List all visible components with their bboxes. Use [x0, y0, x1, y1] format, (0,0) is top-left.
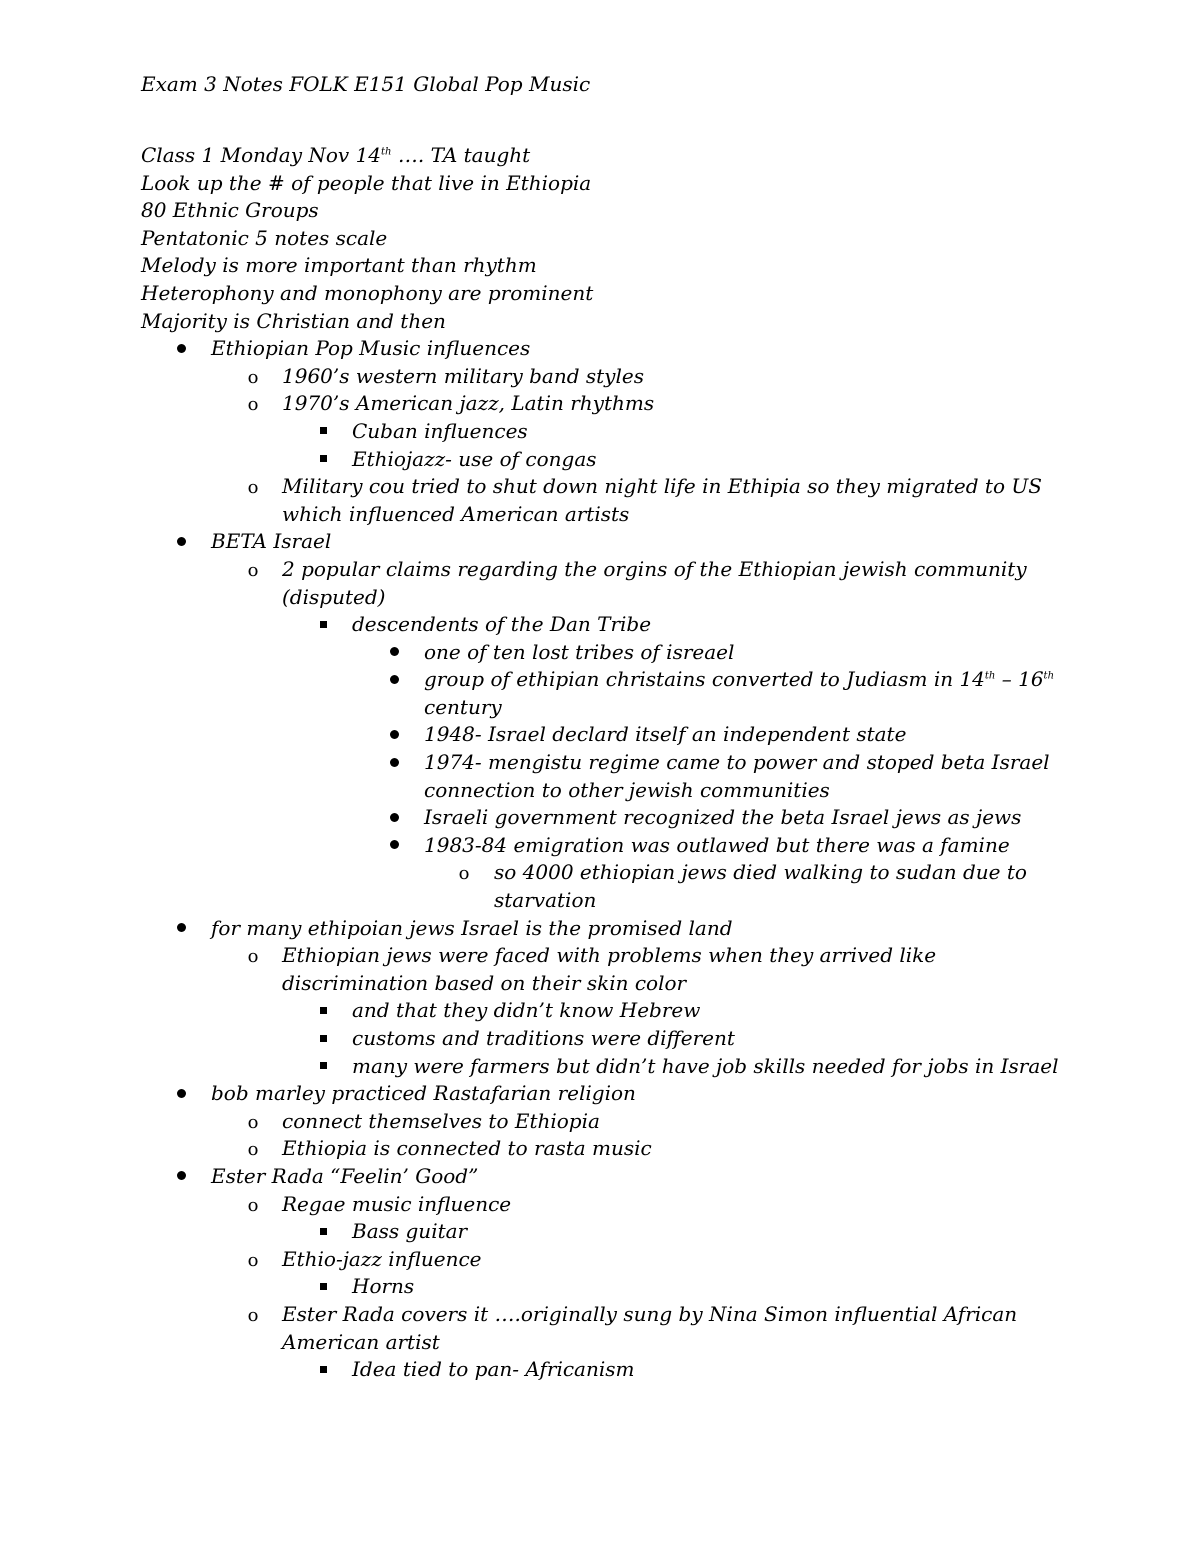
list-item: one of ten lost tribes of isreael	[141, 639, 1141, 667]
intro-line: 80 Ethnic Groups	[141, 198, 319, 223]
bullet-circle-icon: o	[247, 1249, 259, 1271]
bullet-dot-icon	[173, 915, 189, 943]
bullet-circle-icon: o	[247, 1304, 259, 1326]
bullet-circle-icon: o	[247, 366, 259, 388]
list-item: o connect themselves to Ethiopia	[141, 1108, 1141, 1136]
bullet-dot-icon	[173, 1080, 189, 1108]
bullet-circle-icon: o	[247, 477, 259, 499]
list-item: Bass guitar	[141, 1218, 1141, 1246]
bullet-circle-icon: o	[458, 863, 470, 885]
list-item: o Military cou tried to shut down night life in Ethipia so they migrated to US which influenced American artists	[141, 473, 1141, 528]
list-item: BETA Israel	[141, 528, 1141, 556]
bullet-square-icon	[315, 997, 331, 1025]
bullet-circle-icon: o	[247, 1111, 259, 1133]
list-item: descendents of the Dan Tribe	[141, 611, 1141, 639]
bullet-square-icon	[315, 446, 331, 474]
list-item: Ethiojazz- use of congas	[141, 446, 1141, 474]
list-item: o 2 popular claims regarding the orgins of the Ethiopian jewish community (disputed)	[141, 556, 1141, 611]
intro-line: Heterophony and monophony are prominent	[141, 280, 594, 305]
class-line-suffix: …. TA taught	[391, 143, 531, 167]
list-item: 1948- Israel declard itself an independent state	[141, 721, 1141, 749]
class-line-superscript: th	[381, 146, 392, 158]
list-item: Israeli government recognized the beta Israel jews as jews	[141, 804, 1141, 832]
bullet-square-icon	[315, 1025, 331, 1053]
list-item: Horns	[141, 1273, 1141, 1301]
bullet-dot-icon	[386, 832, 402, 860]
list-item: bob marley practiced Rastafarian religion	[141, 1080, 1141, 1108]
bullet-circle-icon: o	[247, 559, 259, 581]
list-item: o Ethiopian jews were faced with problems when they arrived like discrimination based on their skin color	[141, 942, 1141, 997]
bullet-dot-icon	[386, 721, 402, 749]
bullet-dot-icon	[386, 639, 402, 667]
list-item: customs and traditions were different	[141, 1025, 1141, 1053]
bullet-square-icon	[315, 1053, 331, 1081]
list-item: for many ethipoian jews Israel is the promised land	[141, 915, 1141, 943]
intro-line: Melody is more important than rhythm	[141, 253, 537, 278]
class-line	[141, 142, 1141, 170]
bullet-square-icon	[315, 1218, 331, 1246]
list-item: Ester Rada “Feelin’ Good”	[141, 1163, 1141, 1191]
notes-body	[141, 142, 1141, 1384]
class-line-text: Class 1 Monday Nov 14	[141, 143, 382, 167]
list-item: many were farmers but didn’t have job skills needed for jobs in Israel	[141, 1053, 1141, 1081]
bullet-square-icon	[315, 418, 331, 446]
bullet-circle-icon: o	[247, 946, 259, 968]
list-item: and that they didn’t know Hebrew	[141, 997, 1141, 1025]
bullet-square-icon	[315, 1356, 331, 1384]
bullet-dot-icon	[173, 528, 189, 556]
list-item: 1974- mengistu regime came to power and stoped beta Israel connection to other jewish communities	[141, 749, 1141, 804]
list-item: Idea tied to pan- Africanism	[141, 1356, 1141, 1384]
list-item: o Ethiopia is connected to rasta music	[141, 1135, 1141, 1163]
bullet-dot-icon	[173, 1163, 189, 1191]
list-item: o Ethio-jazz influence	[141, 1246, 1141, 1274]
bullet-square-icon	[315, 611, 331, 639]
bullet-square-icon	[315, 1273, 331, 1301]
list-item: 1983-84 emigration was outlawed but there was a famine	[141, 832, 1141, 860]
bullet-dot-icon	[386, 749, 402, 777]
bullet-dot-icon	[386, 804, 402, 832]
list-item: Ethiopian Pop Music influences	[141, 335, 1141, 363]
list-item: o 1970’s American jazz, Latin rhythms	[141, 390, 1141, 418]
intro-line: Majority is Christian and then	[141, 308, 446, 333]
intro-line: Pentatonic 5 notes scale	[141, 225, 388, 250]
bullet-dot-icon	[173, 335, 189, 363]
bullet-dot-icon	[386, 666, 402, 694]
list-item: o Ester Rada covers it ….originally sung by Nina Simon influential African American artist	[141, 1301, 1141, 1356]
document-title: Exam 3 Notes FOLK E151 Global Pop Music	[141, 72, 591, 96]
list-item: o so 4000 ethiopian jews died walking to sudan due to starvation	[141, 859, 1141, 914]
list-item: Cuban influences	[141, 418, 1141, 446]
list-item: o Regae music influence	[141, 1191, 1141, 1219]
bullet-circle-icon: o	[247, 1194, 259, 1216]
bullet-circle-icon: o	[247, 394, 259, 416]
bullet-circle-icon: o	[247, 1139, 259, 1161]
list-item: o 1960’s western military band styles	[141, 363, 1141, 391]
intro-line: Look up the # of people that live in Ethiopia	[141, 170, 592, 195]
list-item: group of ethipian christains converted to Judiasm in 14th – 16th century	[141, 666, 1141, 721]
